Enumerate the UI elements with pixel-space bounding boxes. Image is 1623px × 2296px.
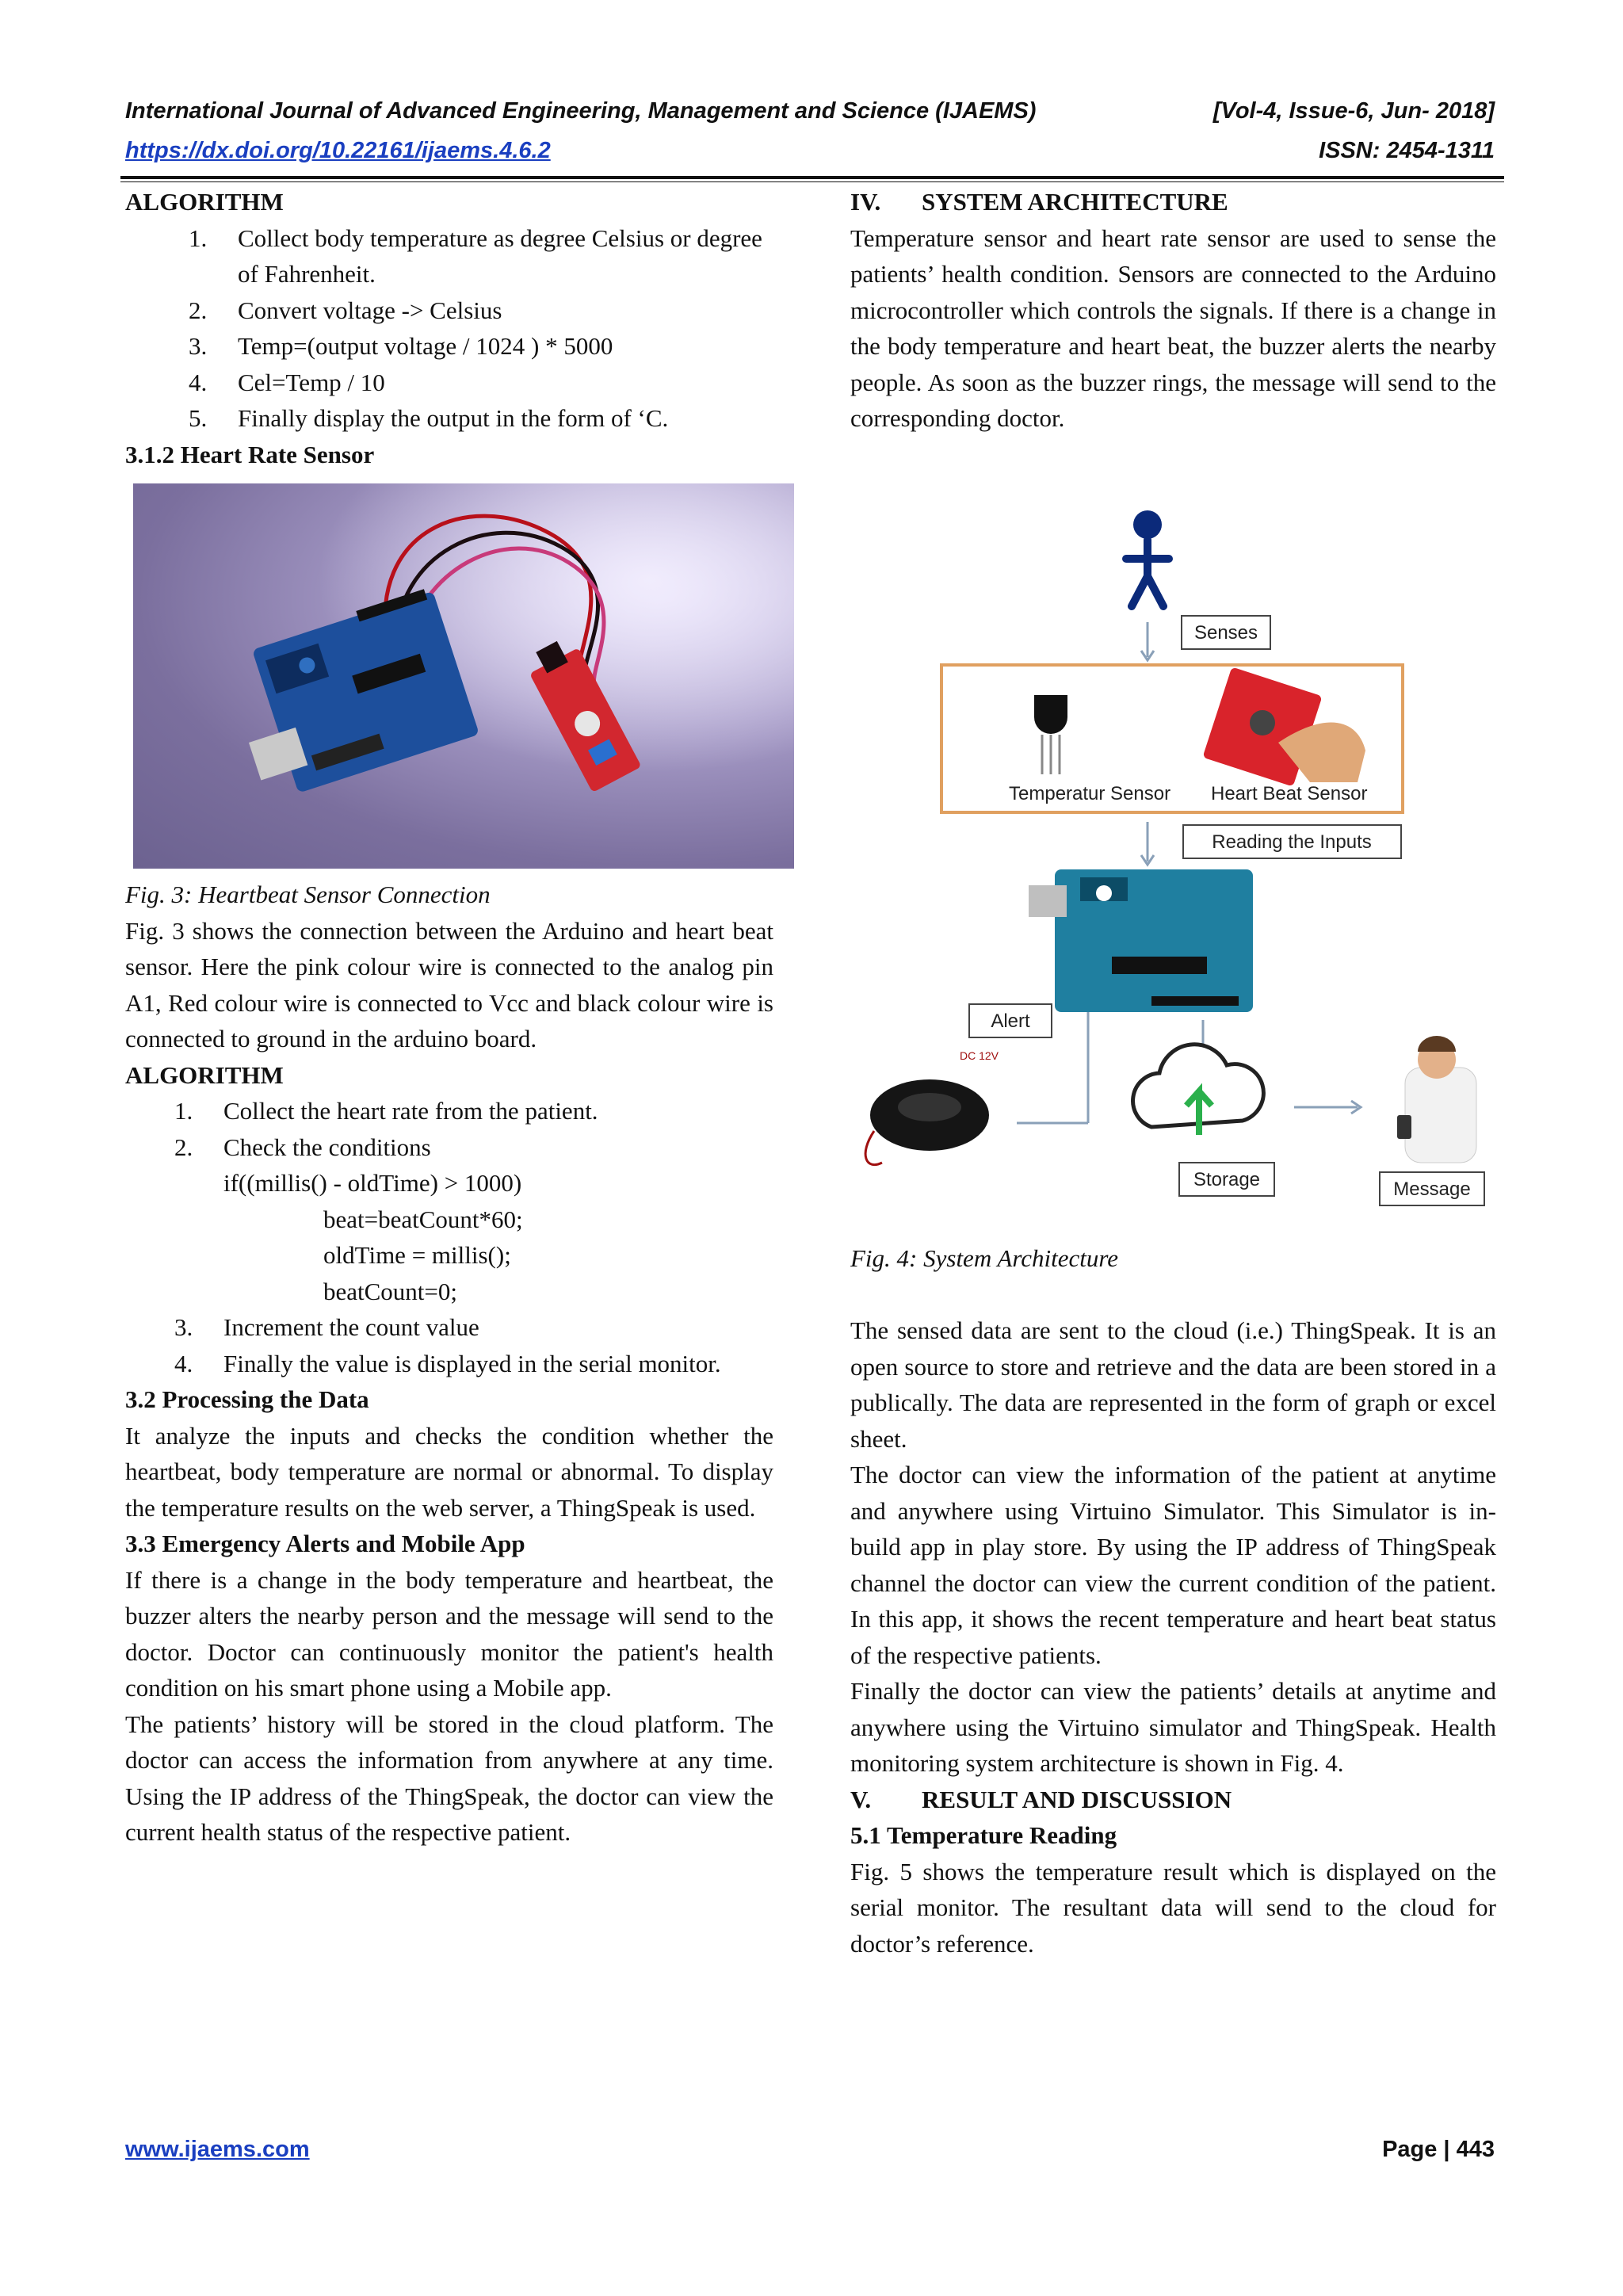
reading-inputs-label: Reading the Inputs — [1212, 831, 1372, 853]
fig3-paragraph: Fig. 3 shows the connection between the Arduino and heart beat sensor. Here the pink colour wire is connected to the analog pin A1, Red colour wire is connected to Vcc and black colour wire is connected to ground in the arduino board. — [125, 916, 773, 1052]
algorithm-2-steps-cont — [125, 1309, 773, 1381]
storage-label: Storage — [1193, 1168, 1261, 1190]
algorithm-1-step: 2. Convert voltage -> Celsius — [189, 296, 502, 324]
algorithm-1-step: 1. Collect body temperature as degree Celsius or degree of Fahrenheit. — [189, 223, 762, 288]
doi-link[interactable]: https://dx.doi.org/10.22161/ijaems.4.6.2 — [125, 138, 551, 163]
algorithm-1-steps — [125, 220, 773, 437]
buzzer-icon — [865, 1079, 989, 1165]
section-4-heading: IV. SYSTEM ARCHITECTURE — [850, 188, 1228, 216]
temperature-sensor-label: Temperatur Sensor — [1009, 782, 1171, 804]
section-3-2-heading: 3.2 Processing the Data — [125, 1385, 369, 1413]
arduino-board-icon — [1029, 869, 1253, 1012]
issn: ISSN: 2454-1311 — [1319, 138, 1495, 163]
algorithm-2-step: 2. Check the conditions — [174, 1133, 431, 1161]
arduino-photo-illustration — [133, 483, 794, 869]
algorithm-2-title: ALGORITHM — [125, 1060, 284, 1089]
message-label: Message — [1393, 1178, 1471, 1200]
alert-label: Alert — [991, 1010, 1030, 1032]
code-line: beatCount=0; — [323, 1277, 458, 1305]
fig4-caption: Fig. 4: System Architecture — [850, 1244, 1119, 1272]
header-rule — [120, 176, 1504, 182]
section-5-1-heading: 5.1 Temperature Reading — [850, 1821, 1117, 1849]
section-3-3-heading: 3.3 Emergency Alerts and Mobile App — [125, 1530, 525, 1557]
section-5-heading: V. RESULT AND DISCUSSION — [850, 1785, 1232, 1813]
section-3-3-text-2: The patients’ history will be stored in the cloud platform. The doctor can access the information from anywhere at any time. Using the IP address of the ThingSpeak, the doctor can view the current health status of the respective patient. — [125, 1710, 773, 1846]
senses-label: Senses — [1193, 621, 1258, 644]
code-line: beat=beatCount*60; — [323, 1205, 523, 1233]
right-column — [850, 184, 1496, 1962]
code-line: oldTime = millis(); — [323, 1241, 511, 1269]
fig3-caption: Fig. 3: Heartbeat Sensor Connection — [125, 881, 491, 908]
section-4-text: Temperature sensor and heart rate sensor are used to sense the patients’ health condition. Sensors are connected to the Arduino microcontroller which controls the signals. If there is a change in the body temperature and heart beat, the buzzer alerts the nearby people. As soon as the buzzer rings, the message will send to the corresponding doctor. — [850, 223, 1496, 432]
virtuino-paragraph: The doctor can view the information of the patient at anytime and anywhere using Virtuino Simulator. This Simulator is in-build app in play store. By using the IP address of ThingSpeak channel the doctor can view the current condition of the patient. In this app, it shows the recent temperature and heart beat status of the respective patients. — [850, 1461, 1496, 1669]
algorithm-1-title: ALGORITHM — [125, 188, 284, 216]
algorithm-1-step: 4. Cel=Temp / 10 — [189, 368, 385, 396]
heart-rate-heading: 3.1.2 Heart Rate Sensor — [125, 440, 375, 468]
cloud-storage-icon — [1133, 1044, 1264, 1134]
person-icon — [1126, 510, 1169, 606]
system-architecture-diagram — [850, 481, 1496, 1218]
summary-paragraph: Finally the doctor can view the patients’ details at anytime and anywhere using the Virtuino simulator and ThingSpeak. Health monitoring system architecture is shown in Fig. 4. — [850, 1677, 1496, 1777]
section-3-2-text: It analyze the inputs and checks the condition whether the heartbeat, body temperature are normal or abnormal. To display the temperature results on the web server, a ThingSpeak is used. — [125, 1421, 773, 1522]
volume-info: [Vol-4, Issue-6, Jun- 2018] — [1212, 98, 1495, 124]
heartbeat-sensor-photo — [133, 483, 794, 869]
code-line: if((millis() - oldTime) > 1000) — [223, 1169, 522, 1197]
section-3-3-text-1: If there is a change in the body temperature and heartbeat, the buzzer alters the nearby person and the message will send to the doctor. Doctor can continuously monitor the patient's health condition on his smart phone using a Mobile app. — [125, 1565, 773, 1702]
page-number: Page | 443 — [1382, 2137, 1495, 2162]
footer-url[interactable]: www.ijaems.com — [125, 2137, 310, 2162]
algorithm-2-step: 4. Finally the value is displayed in the serial monitor. — [174, 1349, 721, 1377]
section-5-1-text: Fig. 5 shows the temperature result which is displayed on the serial monitor. The resultant data will send to the cloud for doctor’s reference. — [850, 1857, 1496, 1958]
algorithm-1-step: 3. Temp=(output voltage / 1024 ) * 5000 — [189, 332, 613, 360]
dc-label: DC 12V — [960, 1049, 999, 1062]
algorithm-2-step: 3. Increment the count value — [174, 1313, 479, 1341]
algorithm-2-steps — [125, 1093, 773, 1165]
left-column — [125, 184, 773, 1851]
journal-title: International Journal of Advanced Engineering, Management and Science (IJAEMS) — [125, 98, 1037, 124]
heart-beat-sensor-label: Heart Beat Sensor — [1211, 782, 1368, 804]
algorithm-2-step: 1. Collect the heart rate from the patient. — [174, 1097, 598, 1125]
doctor-icon — [1397, 1036, 1476, 1163]
cloud-paragraph: The sensed data are sent to the cloud (i.e.) ThingSpeak. It is an open source to store and retrieve and the data are been stored in a publically. The data are represented in the form of graph or excel sheet. — [850, 1316, 1496, 1453]
algorithm-1-step: 5. Finally display the output in the form of ‘C. — [189, 404, 669, 432]
